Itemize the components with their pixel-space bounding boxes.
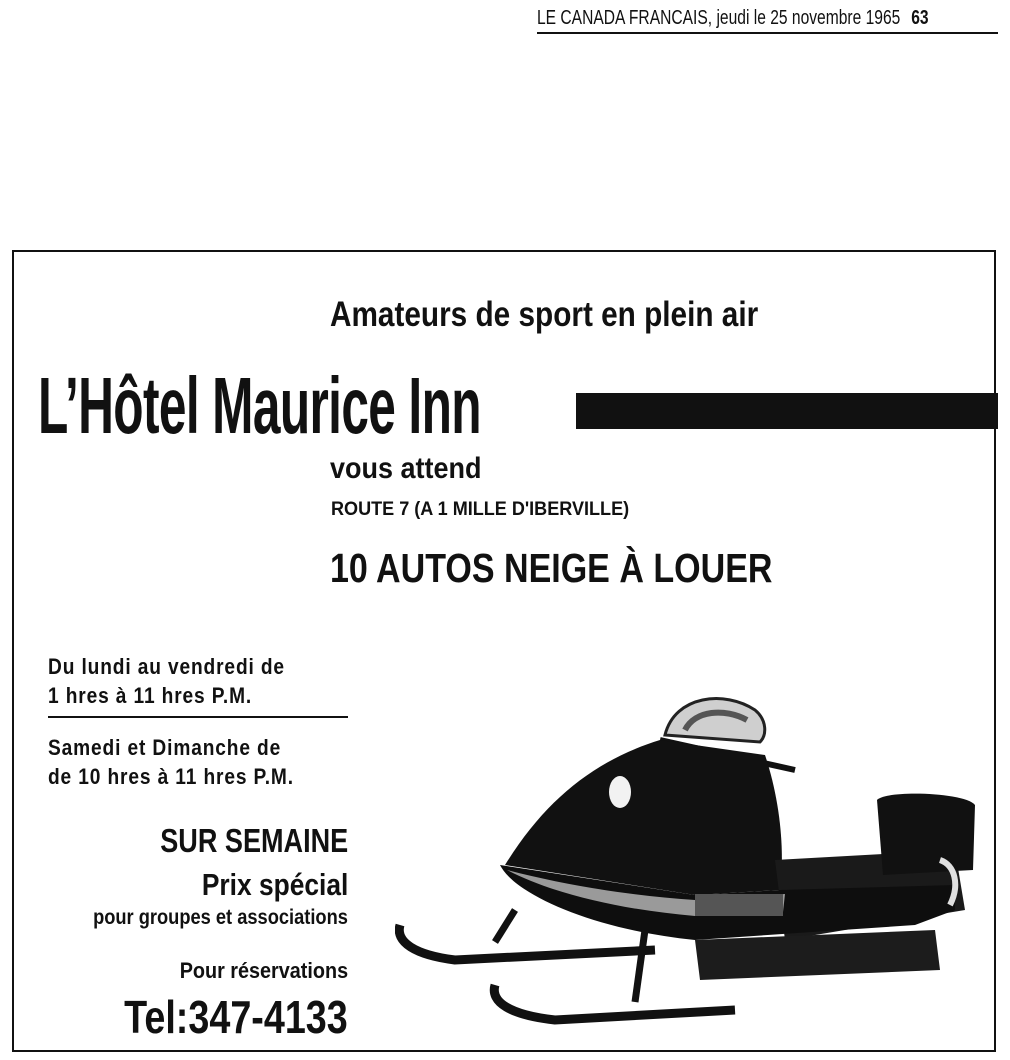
route-line: ROUTE 7 (A 1 MILLE D'IBERVILLE) xyxy=(331,499,630,520)
publication-date-line: LE CANADA FRANCAIS, jeudi le 25 novembre 1965 xyxy=(537,7,901,29)
weekday-hours-line-1: Du lundi au vendredi de xyxy=(48,654,285,679)
weekday-hours-line-2: 1 hres à 11 hres P.M. xyxy=(48,683,253,708)
hotel-name-headline: L’Hôtel Maurice Inn xyxy=(38,361,481,450)
snowmobile-illustration xyxy=(395,680,985,1030)
phone-text: Tel:347-4133 xyxy=(124,991,348,1043)
reservations-text: Pour réservations xyxy=(179,958,348,983)
weekly-heading xyxy=(48,822,348,860)
reservations-label xyxy=(48,958,348,984)
weekly-text: SUR SEMAINE xyxy=(160,822,348,859)
ad-tagline: Amateurs de sport en plein air xyxy=(330,295,759,334)
page-number: 63 xyxy=(911,7,929,29)
weekend-hours-line-1: Samedi et Dimanche de xyxy=(48,735,282,760)
snowmobile-rental-headline: 10 AUTOS NEIGE À LOUER xyxy=(330,545,773,591)
headline-rule-bar xyxy=(576,393,998,429)
schedule-divider xyxy=(48,716,348,718)
weekend-hours-line-2: de 10 hres à 11 hres P.M. xyxy=(48,764,294,789)
phone-number xyxy=(48,990,348,1044)
groups-line xyxy=(40,906,348,930)
special-price-text: Prix spécial xyxy=(201,867,348,902)
attend-line: vous attend xyxy=(330,452,482,485)
newspaper-masthead xyxy=(537,6,998,34)
special-price-heading xyxy=(48,867,348,903)
groups-text: pour groupes et associations xyxy=(93,906,348,929)
